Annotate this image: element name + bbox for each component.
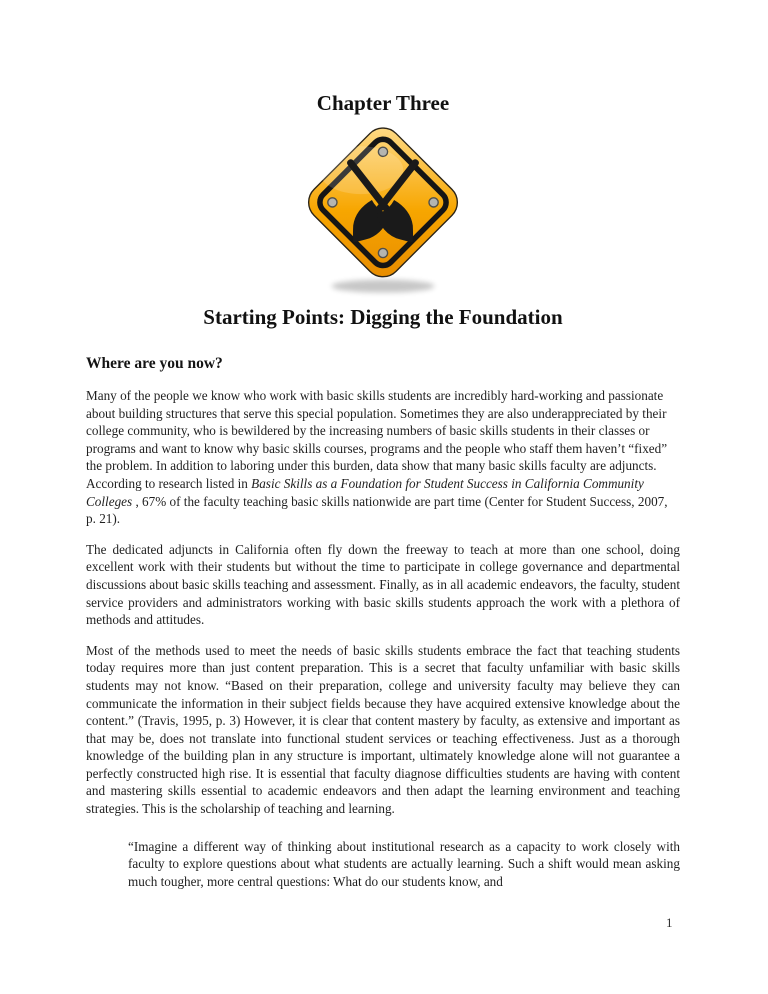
block-quote: “Imagine a different way of thinking about institutional research as a capacity to work closely with faculty to explore questions about what students are actually learning. Such a shift would mean asking much tougher, more central questions: What do our students know, and	[128, 838, 680, 889]
chapter-title: Chapter Three	[316, 91, 450, 115]
sign-shadow	[331, 280, 434, 293]
section-title: Starting Points: Digging the Foundation	[203, 305, 563, 329]
page-number: 1	[666, 915, 673, 930]
crossed-shovels-sign-icon	[291, 115, 475, 299]
paragraph-adjuncts: The dedicated adjuncts in California often fly down the freeway to teach at more than one school, doing excellent work with their students but without the time to participate in college governance and departmental discussions about basic skills teaching and assessment. Finally, as in all academic endeavors, the faculty, student service providers and administrators working with basic skills students approach the work with a plethora of methods and attitudes.	[86, 541, 680, 628]
page-content	[86, 0, 680, 890]
subheading: Where are you now?	[86, 355, 223, 372]
sign-gloss	[319, 146, 404, 194]
paragraph-methods: Most of the methods used to meet the needs of basic skills students embrace the fact that teaching students today requires more than just content preparation. This is a secret that faculty unfamiliar with basic skills students may not know. “Based on their preparation, college and university faculty may believe they can communicate the information in their subject fields because they have acquired extensive knowledge about the content.” (Travis, 1995, p. 3) However, it is clear that content mastery by faculty, as extensive and important as that may be, does not translate into functional student services or teaching effectiveness. Just as a thorough knowledge of the building plan in any structure is important, ultimately knowledge alone will not guarantee a perfectly constructed high rise. It is essential that faculty diagnose difficulties students are having with content and mastering skills essential to academic endeavors and then adapt the learning environment and teaching strategies. This is the scholarship of teaching and learning.	[86, 642, 680, 817]
paragraph-intro: Many of the people we know who work with basic skills students are incredibly hard-working and passionate about building structures that serve this special population. Sometimes they are also underappreciated by their college community, who is bewildered by the increasing numbers of basic skills students in their classes or programs and want to know why basic skills courses, programs and the people who staff them haven’t “fixed” the problem. In addition to laboring under this burden, data show that many basic skills faculty are adjuncts. According to research listed in Basic Skills as a Foundation for Student Success in California Community Colleges , 67% of the faculty teaching basic skills nationwide are part time (Center for Student Success, 2007, p. 21).	[86, 388, 668, 527]
sign-icon-container	[86, 115, 680, 299]
